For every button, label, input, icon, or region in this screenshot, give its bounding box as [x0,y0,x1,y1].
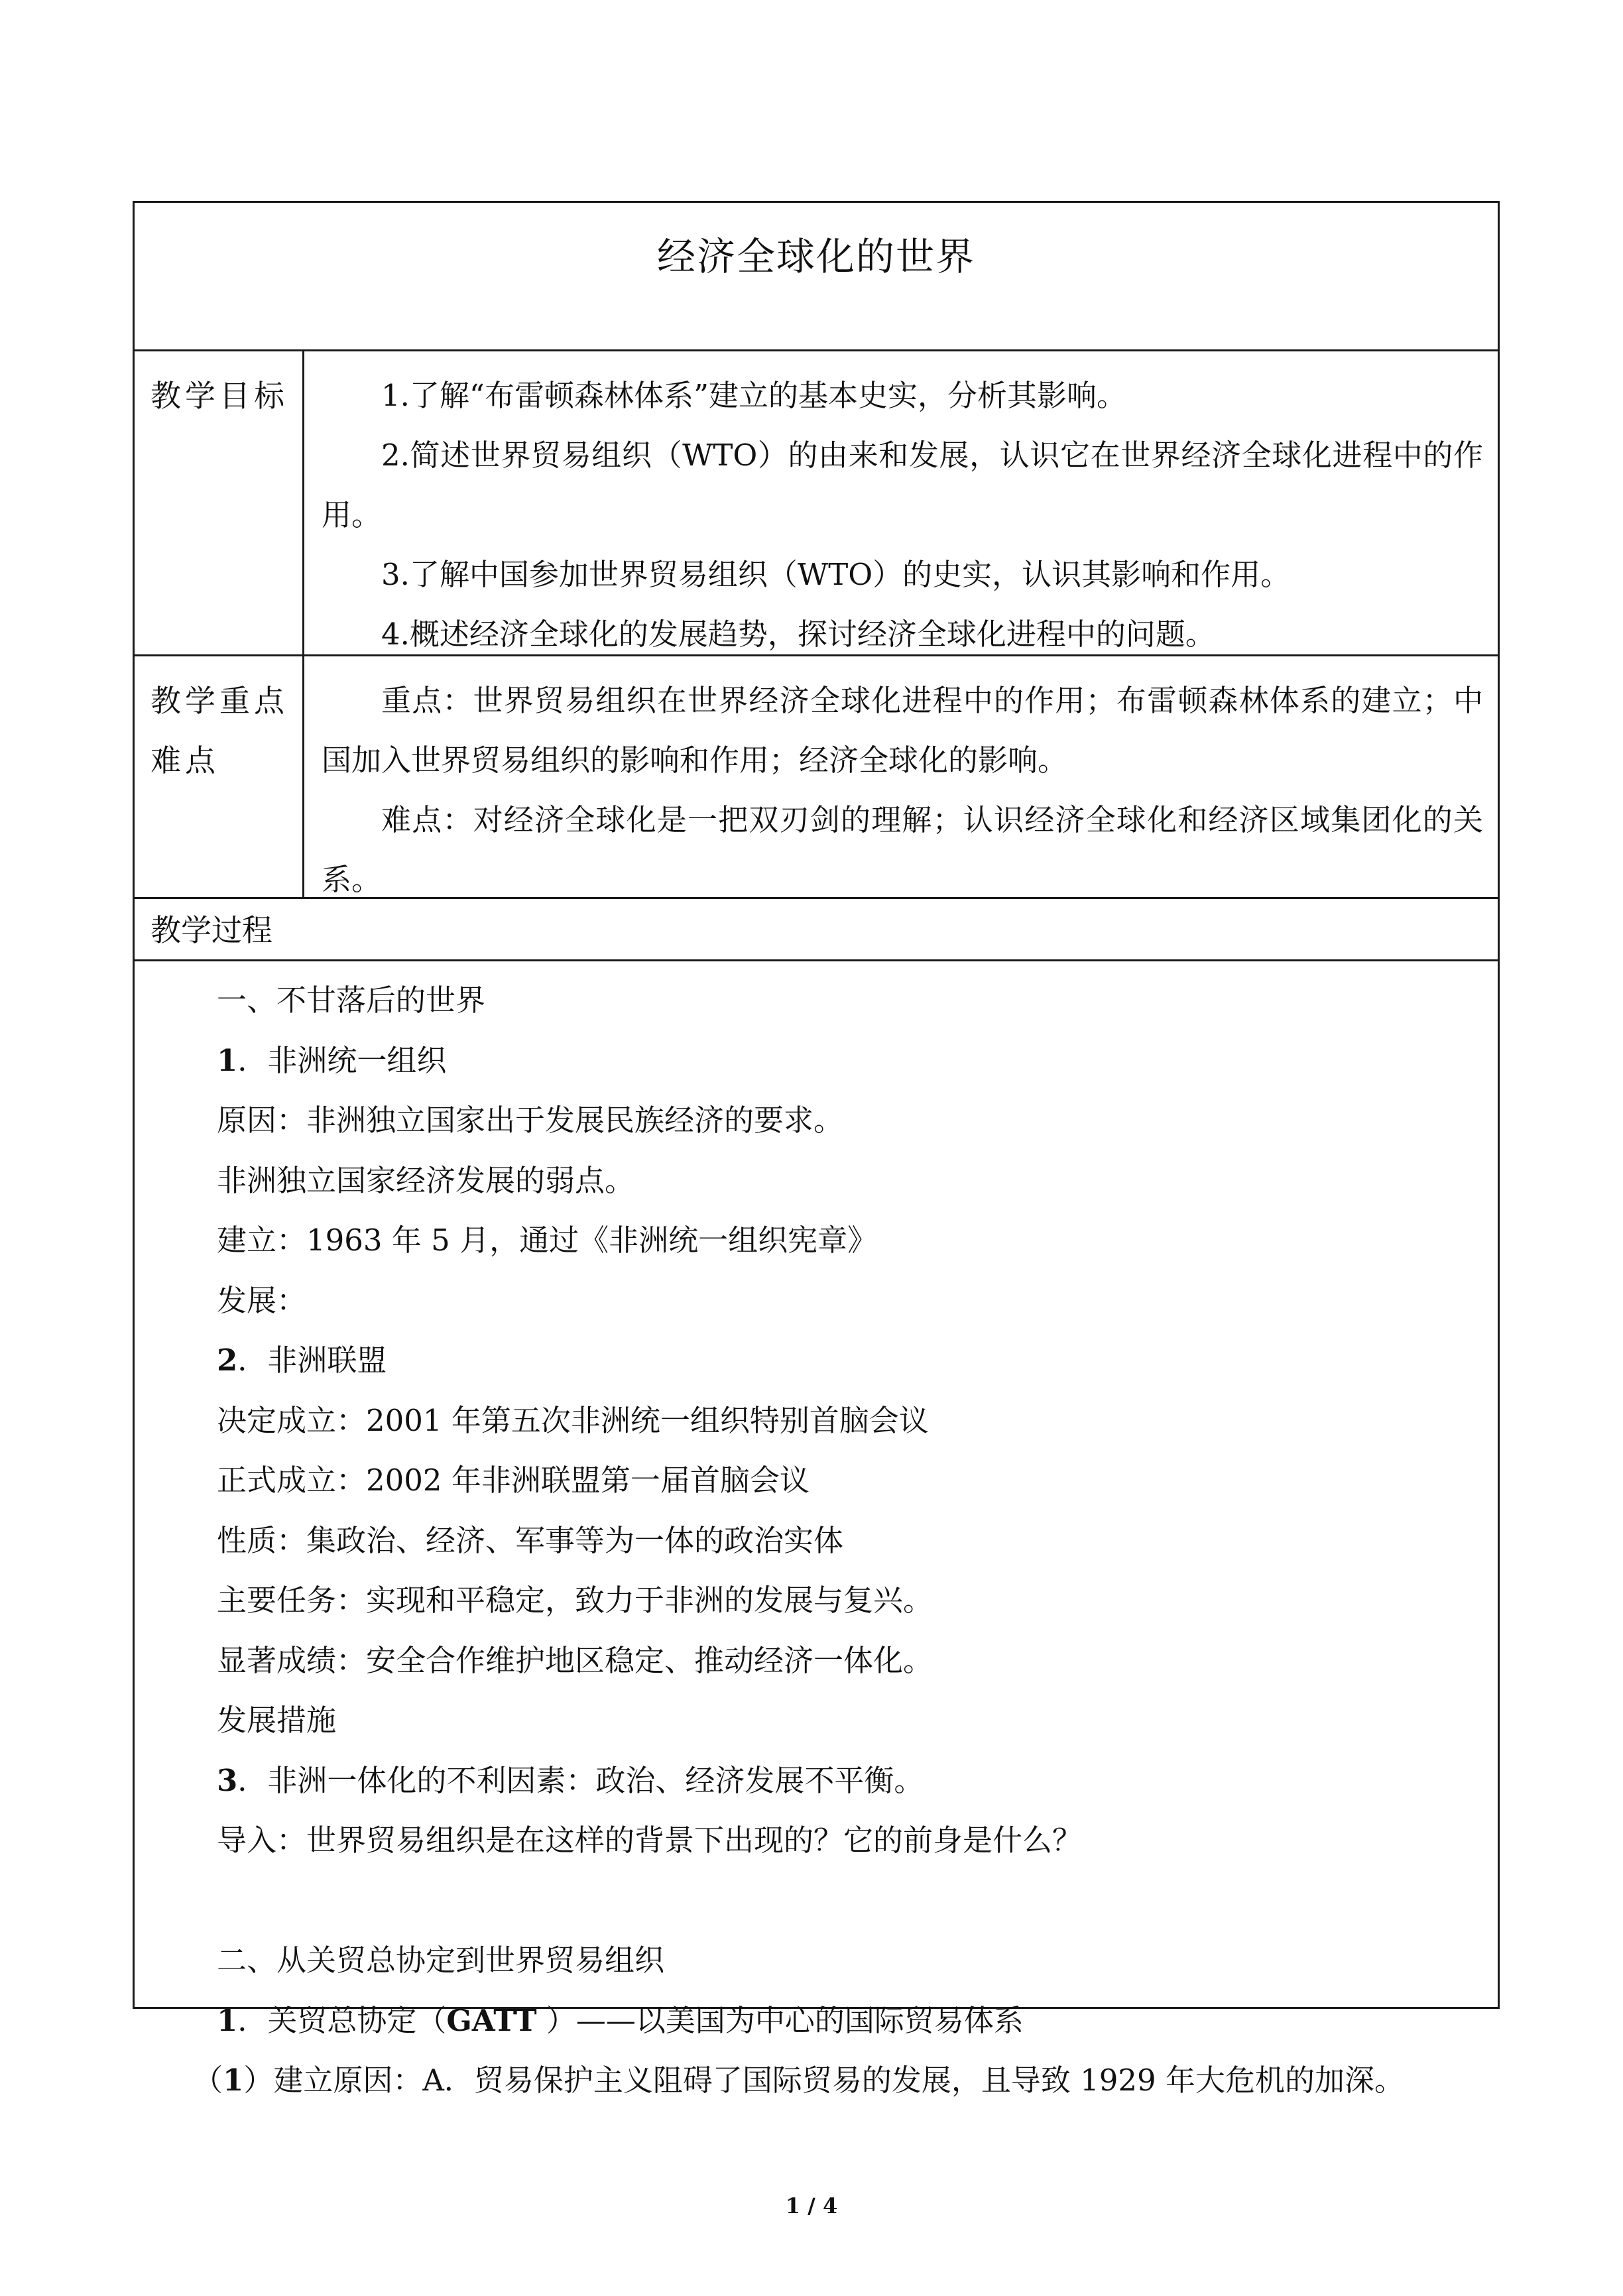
paren-open: （ [193,2063,223,2098]
goal-item: 1.了解“布雷顿森林体系”建立的基本史实，分析其影响。 [381,378,1126,413]
subsection-heading [217,1331,1483,1391]
subsection-number: 2 [217,1343,238,1378]
process-line: 导入：世界贸易组织是在这样的背景下出现的？它的前身是什么？ [217,1823,1083,1858]
title-row [135,203,1498,351]
goal-item: 4.概述经济全球化的发展趋势，探讨经济全球化进程中的问题。 [381,617,1215,652]
item-text: ）建立原因：A．贸易保护主义阻碍了国际贸易的发展，且导致 1929 年大危机的加深。 [243,2063,1404,2098]
blank-line [217,1871,1483,1931]
key-points-label-line1: 教学重点 [150,683,288,719]
process-line: 性质：集政治、经济、军事等为一体的政治实体 [217,1522,844,1558]
process-line: 发展： [217,1282,307,1318]
process-line: 正式成立：2002 年非洲联盟第一届首脑会议 [217,1463,810,1498]
subsection-number: 1 [217,2002,238,2038]
process-line: 主要任务：实现和平稳定，致力于非洲的发展与复兴。 [217,1583,933,1618]
section-heading: 二、从关贸总协定到世界贸易组织 [217,1943,665,1978]
goal-item: 2.简述世界贸易组织（WTO）的由来和发展，认识它在世界经济全球化进程中的作用。 [322,438,1483,532]
process-line: 原因：非洲独立国家出于发展民族经济的要求。 [217,1103,844,1138]
goal-item: 3.了解中国参加世界贸易组织（WTO）的史实，认识其影响和作用。 [381,557,1291,592]
lesson-plan-table [133,201,1500,2098]
subsection-text: ．非洲联盟 [237,1343,387,1378]
gatt-abbreviation: GATT [446,2002,537,2038]
subsection-number: 3 [217,1762,238,1798]
process-line [193,2051,1483,2111]
process-line: 发展措施 [217,1703,337,1738]
subsection-heading [217,1031,1483,1091]
subsection-text: ．非洲一体化的不利因素：政治、经济发展不平衡。 [237,1762,924,1798]
subsection-heading [217,1991,1483,2051]
key-points-content [304,656,1498,897]
subsection-text: ．关贸总协定（ [237,2002,447,2038]
key-points-row [135,656,1498,899]
teaching-process-body [135,961,1498,2098]
key-points-label-line2: 难点 [150,743,219,778]
subsection-heading [217,1751,1483,1811]
key-point-text: 重点：世界贸易组织在世界经济全球化进程中的作用；布雷顿森林体系的建立；中国加入世界贸易组织的影响和作用；经济全球化的影响。 [322,683,1483,778]
subsection-text: ．非洲统一组织 [237,1042,447,1078]
teaching-goals-content [304,351,1498,654]
teaching-goals-row [135,351,1498,656]
document-title: 经济全球化的世界 [656,234,975,279]
teaching-goals-label: 教学目标 [135,351,304,654]
subsection-number: 1 [217,1042,238,1078]
item-number: 1 [223,2063,244,2098]
page-number: 1 / 4 [785,2193,838,2218]
process-line: 显著成绩：安全合作维护地区稳定、推动经济一体化。 [217,1642,933,1678]
teaching-process-label: 教学过程 [150,912,272,948]
section-heading: 一、不甘落后的世界 [217,983,486,1018]
key-points-label [135,656,304,897]
subsection-text-suffix: ）——以美国为中心的国际贸易体系 [536,2002,1024,2038]
process-line: 非洲独立国家经济发展的弱点。 [217,1162,635,1198]
difficulty-text: 难点：对经济全球化是一把双刃剑的理解；认识经济全球化和经济区域集团化的关系。 [322,802,1483,897]
process-line: 建立：1963 年 5 月，通过《非洲统一组织宪章》 [217,1223,878,1258]
process-line: 决定成立：2001 年第五次非洲统一组织特别首脑会议 [217,1402,929,1438]
